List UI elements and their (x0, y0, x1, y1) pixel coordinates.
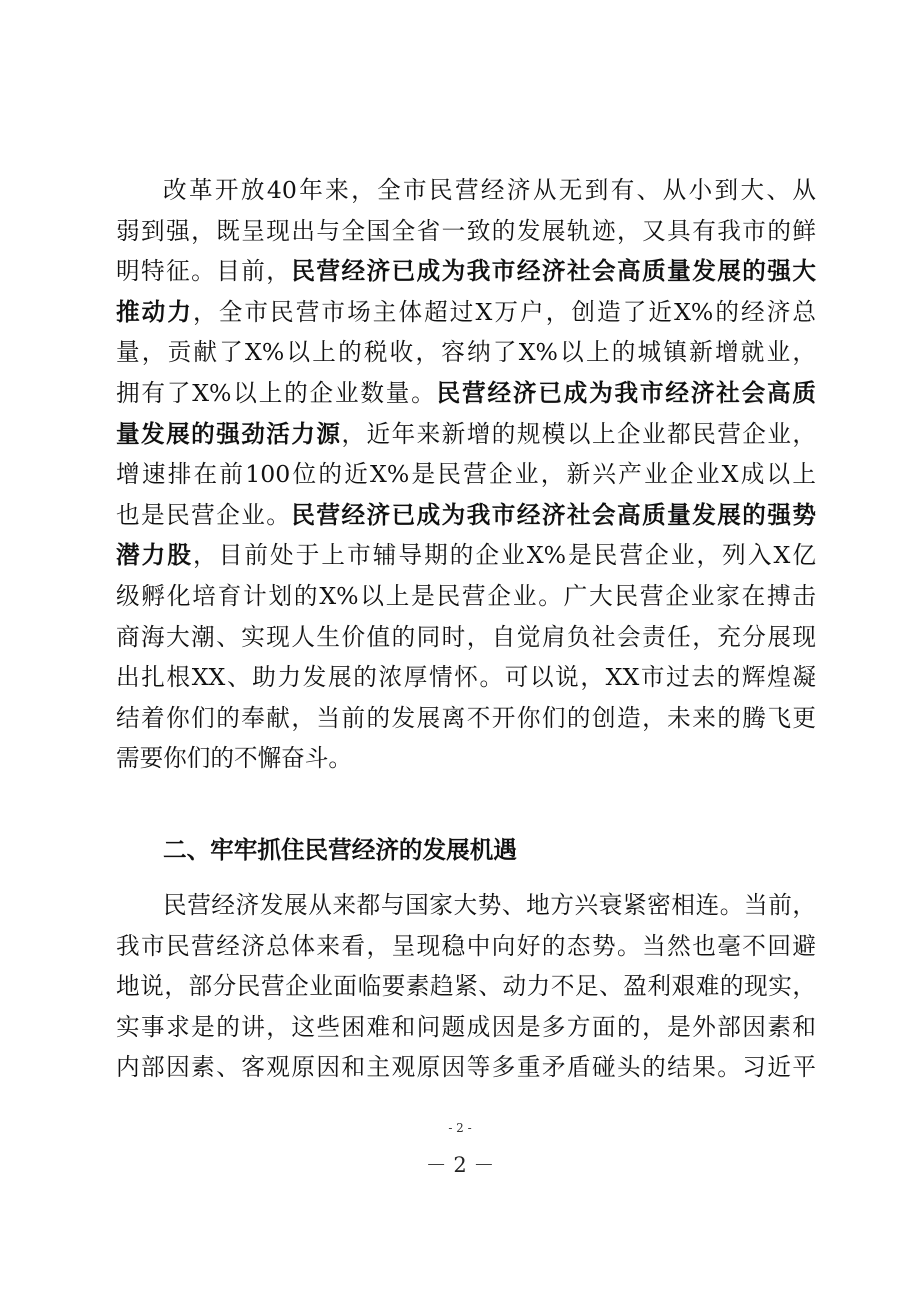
text-run: 地说，部分民营企业面临要素趋紧、动力不足、盈利艰难的现实， (116, 972, 816, 1001)
text-run: 增速排在前100位的近X%是民营企业，新兴产业企业X成以上 (116, 460, 816, 489)
text-run: 商海大潮、实现人生价值的同时，自觉肩负社会责任，充分展现 (116, 622, 816, 651)
text-run: 需要你们的不懈奋斗。 (116, 744, 352, 773)
bold-text-run: 量发展的强劲活力源 (116, 419, 342, 448)
bold-text-run: 民营经济已成为我市经济社会高质量发展的强势 (291, 500, 817, 529)
paragraph-2 (116, 885, 816, 1088)
text-run: 结着你们的奉献，当前的发展离不开你们的创造，未来的腾飞更 (116, 703, 816, 732)
text-line (116, 738, 816, 779)
paragraph-1 (116, 170, 816, 779)
bold-text-run: 推动力 (116, 297, 194, 326)
text-line (116, 414, 816, 455)
text-line (116, 211, 816, 252)
bold-text-run: 民营经济已成为我市经济社会高质 (436, 378, 817, 407)
text-run: 改革开放40年来，全市民营经济从无到有、从小到大、从 (163, 176, 816, 204)
text-line (116, 170, 816, 211)
text-line (116, 885, 816, 926)
text-line (116, 698, 816, 739)
text-run: 出扎根XX、助力发展的浓厚情怀。可以说，XX市过去的辉煌凝 (116, 663, 816, 692)
section-heading: 二、牢牢抓住民营经济的发展机遇 (163, 836, 517, 864)
text-run: 拥有了X%以上的企业数量。 (116, 378, 437, 407)
text-line (116, 454, 816, 495)
text-line (116, 966, 816, 1007)
text-line (116, 292, 816, 333)
text-line (116, 657, 816, 698)
text-line (116, 617, 816, 658)
text-run: 内部因素、客观原因和主观原因等多重矛盾碰头的结果。习近平 (116, 1053, 816, 1082)
text-line (116, 1047, 816, 1088)
text-run: 量，贡献了X%以上的税收，容纳了X%以上的城镇新增就业， (116, 338, 816, 367)
page-number: － 2 － (425, 1153, 495, 1177)
text-line (116, 251, 816, 292)
text-run: ，近年来新增的规模以上企业都民营企业， (341, 419, 816, 448)
text-run: 弱到强，既呈现出与全国全省一致的发展轨迹，又具有我市的鲜 (116, 216, 816, 245)
text-line (116, 495, 816, 536)
text-run: 也是民营企业。 (116, 500, 292, 529)
text-run: 级孵化培育计划的X%以上是民营企业。广大民营企业家在搏击 (116, 581, 816, 610)
text-line (116, 926, 816, 967)
bold-text-run: 潜力股 (116, 541, 194, 570)
text-run: ，全市民营市场主体超过X万户，创造了近X%的经济总 (193, 297, 816, 326)
text-line (116, 332, 816, 373)
text-line (116, 535, 816, 576)
text-run: ，目前处于上市辅导期的企业X%是民营企业，列入X亿 (193, 541, 816, 570)
text-run: 实事求是的讲，这些困难和问题成因是多方面的，是外部因素和 (116, 1012, 816, 1041)
bold-text-run: 民营经济已成为我市经济社会高质量发展的强大 (291, 257, 817, 286)
text-line (116, 373, 816, 414)
text-line (116, 576, 816, 617)
text-run: 我市民营经济总体来看，呈现稳中向好的态势。当然也毫不回避 (116, 931, 816, 960)
page-number-small: - 2 - (448, 1121, 472, 1135)
text-line (116, 1007, 816, 1048)
text-run: 明特征。目前， (116, 257, 292, 286)
text-run: 民营经济发展从来都与国家大势、地方兴衰紧密相连。当前， (163, 891, 816, 919)
